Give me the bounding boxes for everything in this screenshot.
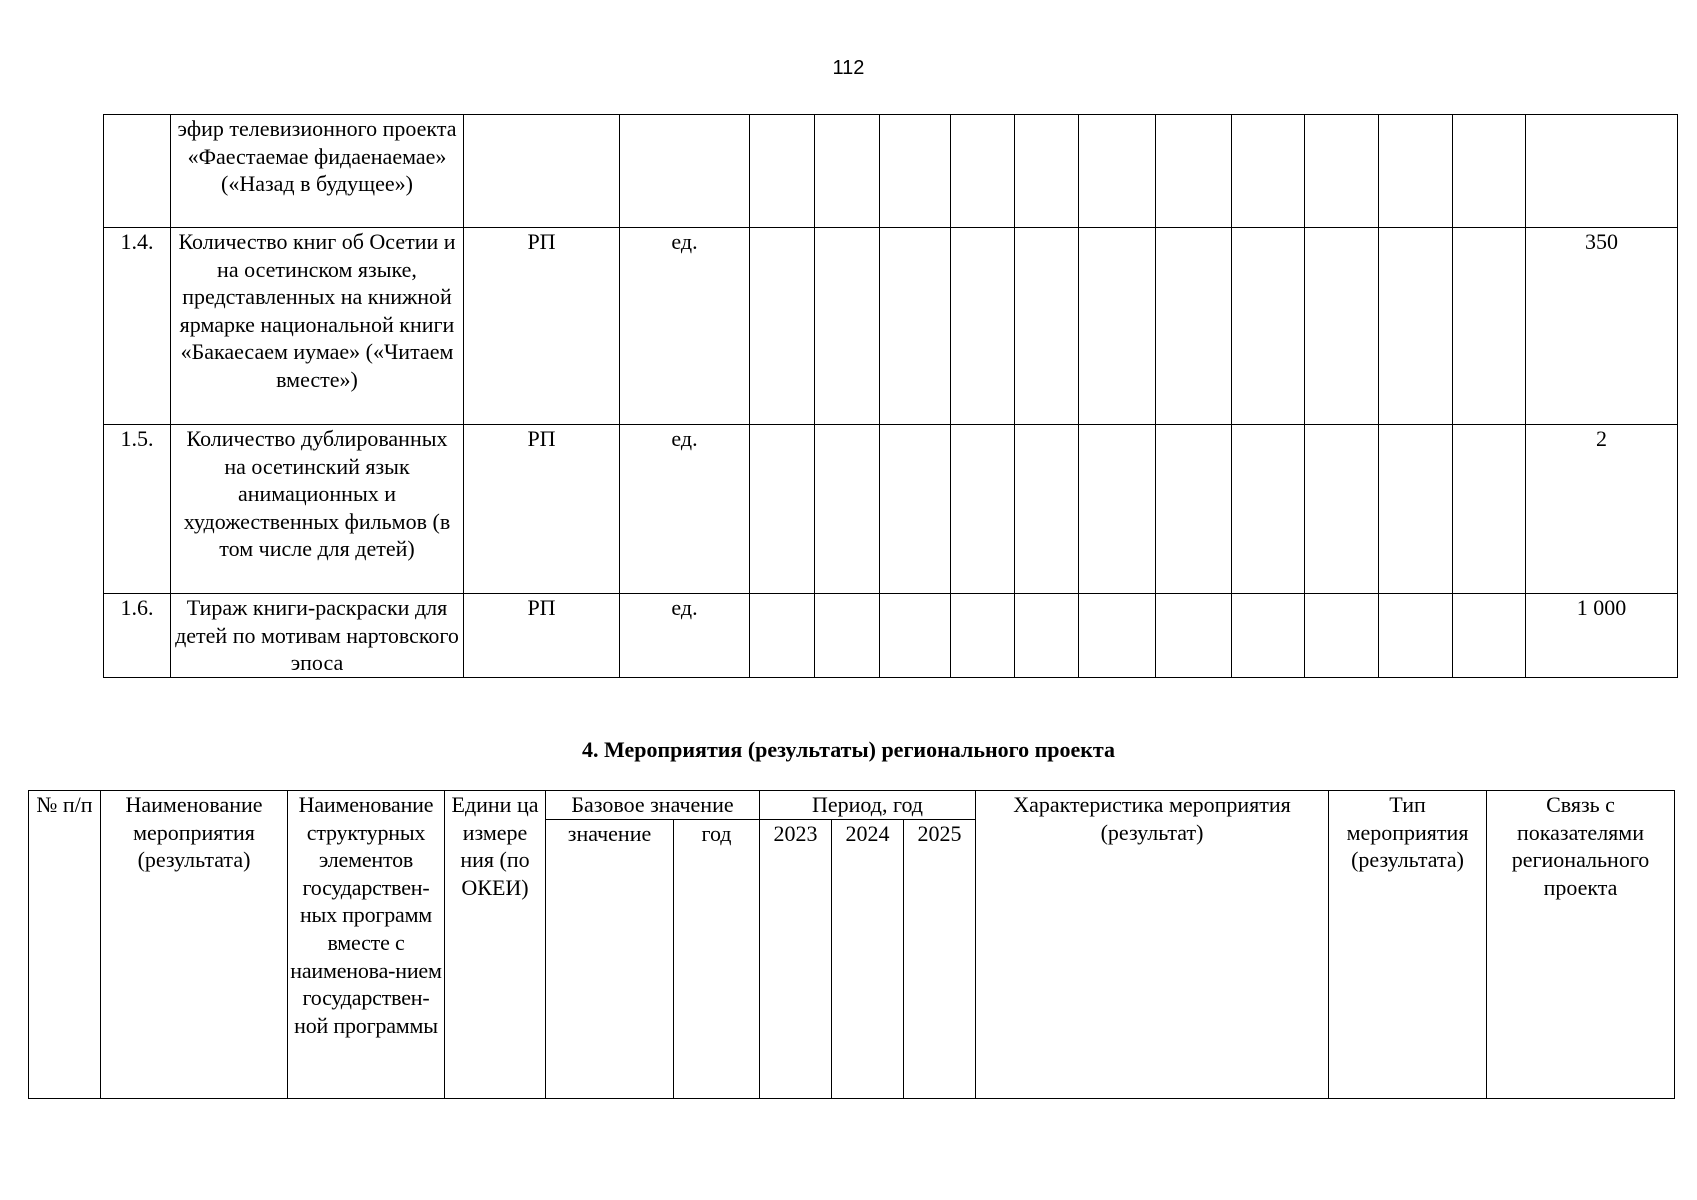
indicator-unit: ед. — [620, 594, 750, 678]
header-year-2023: 2023 — [760, 819, 832, 1098]
empty-cell — [1305, 425, 1379, 594]
row-number: 1.6. — [104, 594, 171, 678]
header-base-value-value: значение — [546, 819, 674, 1098]
empty-cell — [1156, 115, 1232, 228]
empty-cell — [750, 115, 815, 228]
empty-cell — [815, 594, 880, 678]
indicator-level: РП — [464, 425, 620, 594]
indicator-unit: ед. — [620, 425, 750, 594]
indicator-level: РП — [464, 594, 620, 678]
empty-cell — [1079, 115, 1156, 228]
indicator-level — [464, 115, 620, 228]
header-period: Период, год — [760, 791, 976, 820]
empty-cell — [1232, 594, 1305, 678]
indicator-name: эфир телевизионного проекта «Фаестаемае фидаенаемае» («Назад в будущее») — [171, 115, 464, 228]
empty-cell — [951, 594, 1015, 678]
empty-cell — [1015, 425, 1079, 594]
empty-cell — [1379, 115, 1453, 228]
empty-cell — [1079, 594, 1156, 678]
table-row — [104, 228, 1678, 425]
empty-cell — [880, 228, 951, 425]
empty-cell — [815, 425, 880, 594]
indicator-unit: ед. — [620, 228, 750, 425]
empty-cell — [880, 425, 951, 594]
events-table — [28, 790, 1675, 1099]
indicator-name: Количество дублированных на осетинский язык анимационных и художественных фильмов (в том числе для детей) — [171, 425, 464, 594]
header-characteristic: Характеристика мероприятия (результат) — [976, 791, 1329, 1099]
header-event-name: Наименование мероприятия (результата) — [101, 791, 288, 1099]
indicator-level: РП — [464, 228, 620, 425]
empty-cell — [750, 425, 815, 594]
empty-cell — [1015, 228, 1079, 425]
empty-cell — [750, 594, 815, 678]
empty-cell — [1156, 228, 1232, 425]
indicator-final-value — [1526, 115, 1678, 228]
empty-cell — [1305, 228, 1379, 425]
empty-cell — [815, 228, 880, 425]
section-heading: 4. Мероприятия (результаты) регионального проекта — [581, 737, 1116, 762]
header-year-2025: 2025 — [904, 819, 976, 1098]
empty-cell — [951, 425, 1015, 594]
header-structural-elements: Наименование структурных элементов государствен-ных программ вместе с наименова-нием государствен-ной программы — [288, 791, 445, 1099]
header-type: Тип мероприятия (результата) — [1329, 791, 1487, 1099]
header-num: № п/п — [29, 791, 101, 1099]
empty-cell — [880, 115, 951, 228]
empty-cell — [1079, 425, 1156, 594]
empty-cell — [1453, 228, 1526, 425]
empty-cell — [1305, 115, 1379, 228]
empty-cell — [1079, 228, 1156, 425]
empty-cell — [880, 594, 951, 678]
row-number — [104, 115, 171, 228]
table-row — [104, 425, 1678, 594]
table-header-row — [29, 791, 1675, 820]
indicator-name: Тираж книги-раскраски для детей по мотивам нартовского эпоса — [171, 594, 464, 678]
indicator-name: Количество книг об Осетии и на осетинском языке, представленных на книжной ярмарке национальной книги «Бакаесаем иумае» («Читаем вместе») — [171, 228, 464, 425]
empty-cell — [1379, 594, 1453, 678]
empty-cell — [1015, 115, 1079, 228]
empty-cell — [1015, 594, 1079, 678]
empty-cell — [1305, 594, 1379, 678]
empty-cell — [951, 228, 1015, 425]
table-row — [104, 115, 1678, 228]
empty-cell — [1156, 594, 1232, 678]
indicator-final-value: 1 000 — [1526, 594, 1678, 678]
empty-cell — [1453, 425, 1526, 594]
empty-cell — [1232, 115, 1305, 228]
row-number: 1.5. — [104, 425, 171, 594]
indicator-final-value: 350 — [1526, 228, 1678, 425]
header-unit: Едини ца измере ния (по ОКЕИ) — [445, 791, 546, 1099]
empty-cell — [1453, 115, 1526, 228]
header-link: Связь с показателями регионального проекта — [1487, 791, 1675, 1099]
empty-cell — [1232, 425, 1305, 594]
empty-cell — [1232, 228, 1305, 425]
indicator-final-value: 2 — [1526, 425, 1678, 594]
empty-cell — [1453, 594, 1526, 678]
page-number: 112 — [832, 57, 865, 79]
header-base-value-year: год — [674, 819, 760, 1098]
table-row — [104, 594, 1678, 678]
header-base-value: Базовое значение — [546, 791, 760, 820]
empty-cell — [1379, 228, 1453, 425]
empty-cell — [951, 115, 1015, 228]
empty-cell — [815, 115, 880, 228]
empty-cell — [750, 228, 815, 425]
row-number: 1.4. — [104, 228, 171, 425]
indicators-table — [103, 114, 1678, 678]
empty-cell — [1156, 425, 1232, 594]
header-year-2024: 2024 — [832, 819, 904, 1098]
indicator-unit — [620, 115, 750, 228]
empty-cell — [1379, 425, 1453, 594]
